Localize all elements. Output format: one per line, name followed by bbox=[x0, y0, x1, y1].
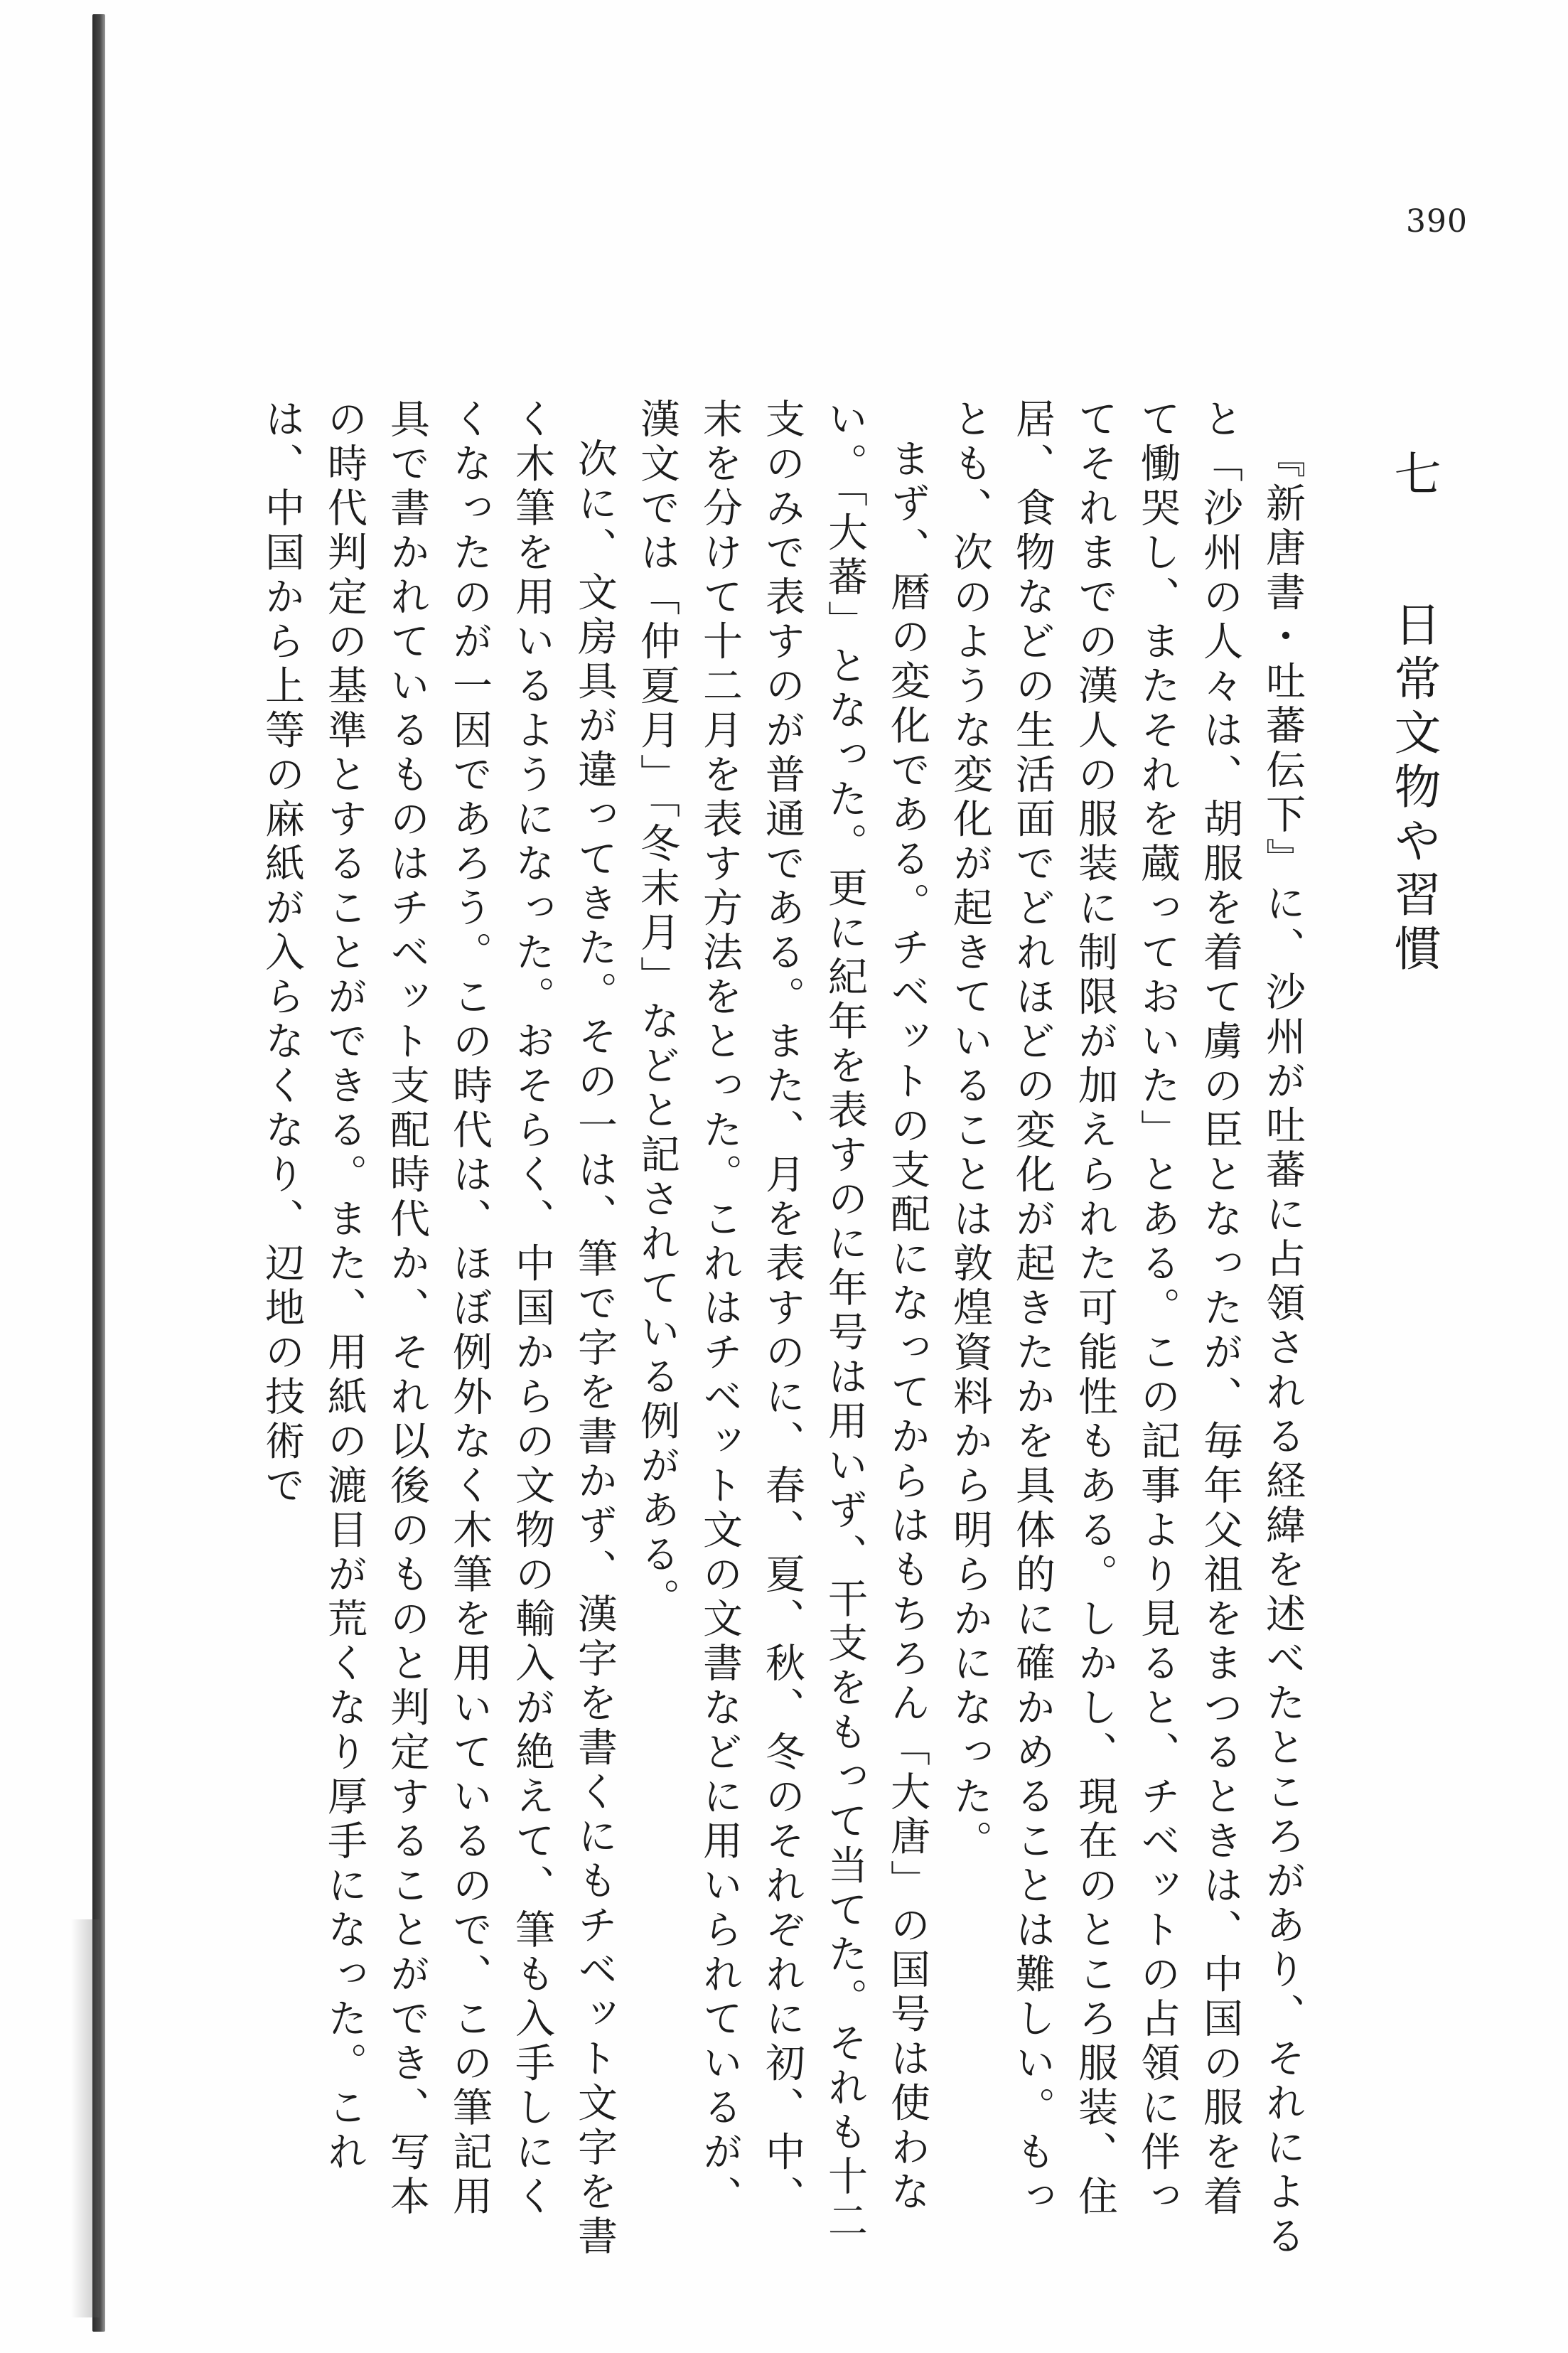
paragraph-1: 『新唐書・吐蕃伝下』に、沙州が吐蕃に占領される経緯を述べたところがあり、それによると「沙州の人々は、胡服を着て虜の臣となったが、毎年父祖をまつるときは、中国の服を着て慟哭し、またそれを蔵っておいた」とある。この記事より見ると、チベットの占領に伴ってそれまでの漢人の服装に制限が加えられた可能性もある。しかし、現在のところ服装、住居、食物などの生活面でどれほどの変化が起きたかを具体的に確かめることは難しい。もっとも、次のような変化が起きていることは敦煌資料から明らかになった。 bbox=[947, 398, 1306, 2260]
vertical-text-block bbox=[250, 398, 1447, 2261]
binding-shadow bbox=[71, 1919, 100, 2317]
paragraph-2: まず、暦の変化である。チベットの支配になってからはもちろん「大唐」の国号は使わない。「大蕃」となった。更に紀年を表すのに年号は用いず、干支をもって当てた。それも十二支のみで表すのが普通である。また、月を表すのに、春、夏、秋、冬のそれぞれに初、中、末を分けて十二月を表す方法をとった。これはチベット文の文書などに用いられているが、漢文では「仲夏月」「冬末月」などと記されている例がある。 bbox=[634, 398, 930, 2244]
section-number: 七 bbox=[1386, 449, 1441, 503]
section-heading bbox=[1379, 449, 1447, 2261]
paragraph-3: 次に、文房具が違ってきた。その一は、筆で字を書かず、漢字を書くにもチベット文字を書く木筆を用いるようになった。おそらく、中国からの文物の輸入が絶えて、筆も入手しにくくなったのが一因であろう。この時代は、ほぼ例外なく木筆を用いているので、この筆記用具で書かれているものはチベット支配時代か、それ以後のものと判定することができ、写本の時代判定の基準とすることができる。また、用紙の漉目が荒くなり厚手になった。これは、中国から上等の麻紙が入らなくなり、辺地の技術で bbox=[259, 398, 618, 2260]
section-title: 日常文物や習慣 bbox=[1386, 600, 1441, 978]
page-number: 390 bbox=[1406, 203, 1468, 240]
